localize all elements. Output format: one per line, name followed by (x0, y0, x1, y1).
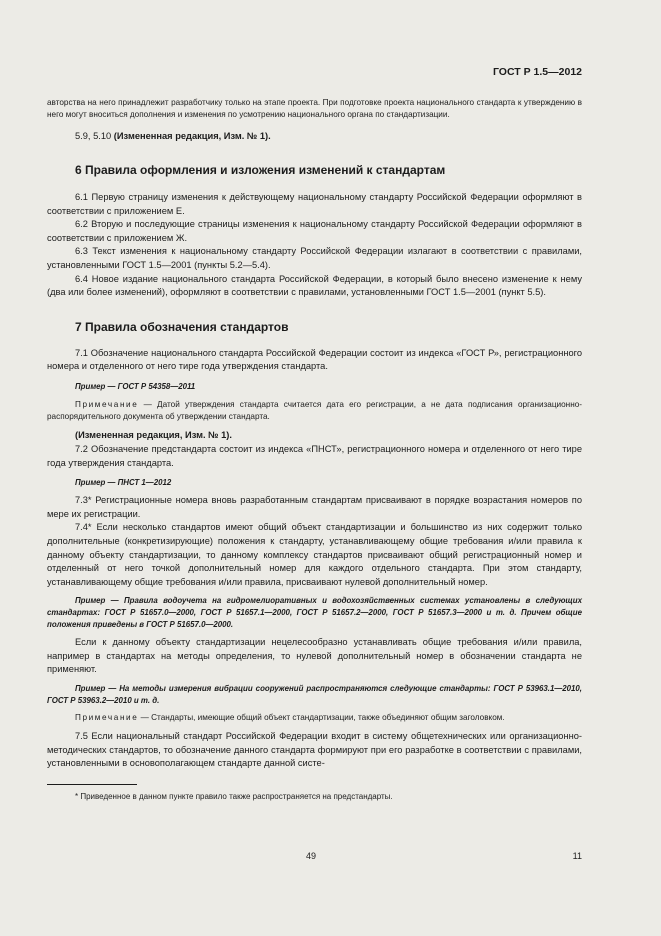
clause-7-5: 7.5 Если национальный стандарт Российской Федерации входит в систему общетехнических или организационно-методических стандартов, то обозначение данного стандарта формируют при его разработке в соответствии с правилами, установленными в основополагающем стандарте данной систе- (47, 731, 582, 769)
note-1-label: Примечание (75, 399, 139, 409)
example-1: Пример — ГОСТ Р 54358—2011 (75, 381, 196, 391)
note-1 (47, 399, 582, 423)
clause-7-1: 7.1 Обозначение национального стандарта Российской Федерации состоит из индекса «ГОСТ Р», регистрационного номера и отделенного от него тире года утверждения стандарта. (47, 347, 582, 372)
revision-note-text: (Измененная редакция, Изм. № 1). (113, 131, 271, 142)
note-2-text: — Стандарты, имеющие общий объект стандартизации, также объединяют общим заголовком. (138, 713, 505, 723)
revision-note-7-1: (Измененная редакция, Изм. № 1). (75, 430, 232, 441)
clause-6-3: 6.3 Текст изменения к национальному стандарту Российской Федерации излагают в соответствии с правилами, установленными ГОСТ 1.5—2001 (пункты 5.2—5.4). (47, 246, 582, 270)
continuation-paragraph: авторства на него принадлежит разработчику только на этапе проекта. При подготовке проекта национального стандарта к утверждению в него могут вноситься дополнения и изменения по усмотрению национального органа по стандартизации. (47, 98, 582, 120)
revision-clause-numbers: 5.9, 5.10 (75, 131, 114, 142)
page-number-right: 11 (572, 851, 582, 861)
example-3: Пример — Правила водоучета на гидромелиоративных и водохозяйственных системах установлены в следующих стандартах: ГОСТ Р 51657.0—2000, ГОСТ Р 51657.1—2000, ГОСТ Р 51657.2—2000, ГОСТ Р 51657.3—2000 и т. д. Причем общие положения приведены в ГОСТ Р 51657.0—2000. (47, 596, 582, 630)
page-number-center: 49 (306, 851, 317, 861)
clause-6-4: 6.4 Новое издание национального стандарта Российской Федерации, в который было внесено изменение к нему (два или более изменений), оформляют в соответствии с правилами, установленными ГОСТ 1.5—2001 (пункт 5.5). (47, 273, 582, 298)
example-2: Пример — ПНСТ 1—2012 (75, 478, 172, 488)
section-6-heading: 6 Правила оформления и изложения изменений к стандартам (75, 163, 446, 177)
note-1-text: — Датой утверждения стандарта считается дата его регистрации, а не дата подписания организационно-распорядительного документа об утверждении стандарта. (47, 399, 582, 422)
document-id-header: ГОСТ Р 1.5—2012 (492, 66, 582, 78)
note-2 (47, 712, 582, 724)
footnote: * Приведенное в данном пункте правило также распространяется на предстандарты. (75, 792, 393, 802)
note-2-label: Примечание (75, 713, 139, 723)
clause-7-3: 7.3* Регистрационные номера вновь разработанным стандартам присваивают в порядке возрастания номеров по мере их регистрации. (47, 495, 582, 519)
clause-7-4-continued: Если к данному объекту стандартизации нецелесообразно устанавливать общие требования и/или правила, например в стандартах на методы определения, то нулевой дополнительный номер в обозначении стандарта не применяют. (47, 637, 582, 675)
clause-6-1: 6.1 Первую страницу изменения к действующему национальному стандарту Российской Федерации оформляют в соответствии с приложением Е. (47, 192, 582, 216)
revision-note-5-9 (47, 130, 582, 144)
section-7-heading: 7 Правила обозначения стандартов (75, 319, 289, 334)
clause-6-2: 6.2 Вторую и последующие страницы изменения к национальному стандарту Российской Федерации оформляют в соответствии с приложением Ж. (47, 219, 582, 243)
clause-7-2: 7.2 Обозначение предстандарта состоит из индекса «ПНСТ», регистрационного номера и отделенного от него тире года утверждения стандарта. (47, 443, 582, 468)
clause-7-4: 7.4* Если несколько стандартов имеют общий объект стандартизации и большинство из них содержит только дополнительные (конкретизирующие) положения к стандарту, устанавливающему общие требования и/или правила к данному объекту стандартизации, то данному комплексу стандартов присваивают общий регистрационный номер и отделенный от него точкой дополнительный номер для каждого отдельного стандарта. При этом стандарту, устанавливающему общие требования и/или правила, присваивают нулевой дополнительный номер. (47, 522, 582, 587)
example-4: Пример — На методы измерения вибрации сооружений распространяются следующие стандарты: ГОСТ Р 53963.1—2010, ГОСТ Р 53963.2—2010 и т. д. (47, 684, 582, 706)
